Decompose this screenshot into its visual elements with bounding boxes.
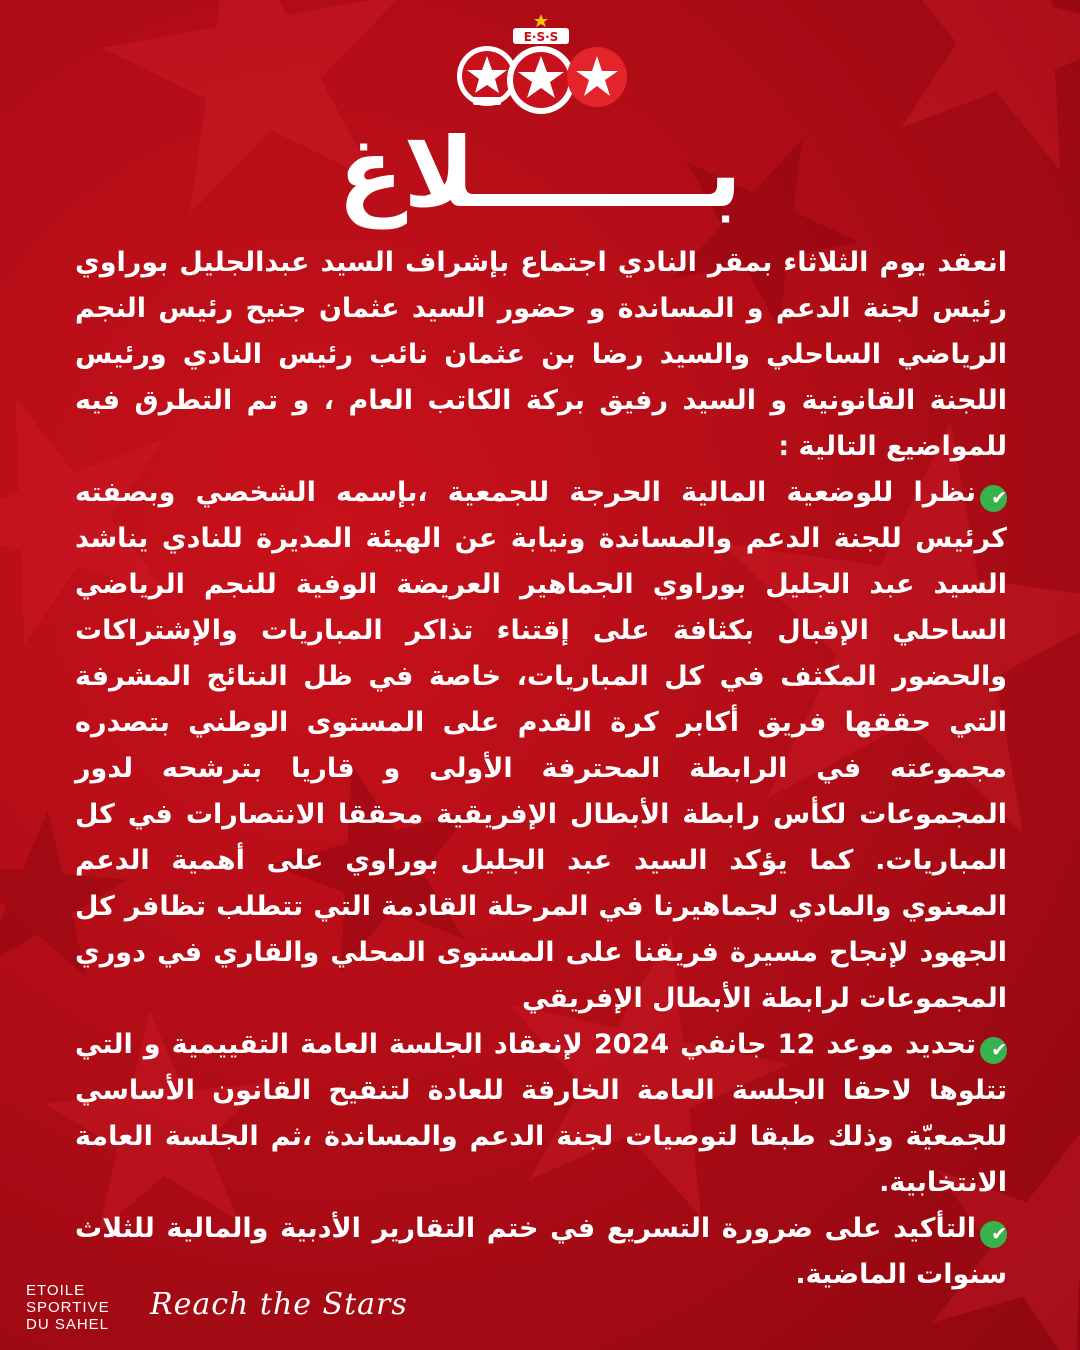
logo-group <box>0 8 1080 118</box>
statement-point-text: التأكيد على ضرورة التسريع في ختم التقارير الأدبية والمالية للثلاث سنوات الماضية. <box>75 1213 1007 1290</box>
ess-star-badge-icon <box>566 46 628 108</box>
statement-point <box>75 1022 1007 1206</box>
slogan: Reach the Stars <box>150 1287 408 1322</box>
statement-point-text: نظرا للوضعية المالية الحرجة للجمعية ،بإسمه الشخصي وبصفته كرئيس للجنة الدعم والمساندة ونيابة عن الهيئة المديرة للنادي يناشد السيد عبد الجليل بوراوي الجماهير العريضة الوفية للنجم الرياضي الساحلي الإقبال بكثافة على إقتناء تذاكر المباريات والإشتراكات والحضور المكثف في كل المباريات، خاصة في ظل النتائج المشرفة التي حققها فريق أكابر كرة القدم على المستوى الوطني بتصدره مجموعته في الرابطة المحترفة الأولى و قاريا بترشحه لدور المجموعات لكأس رابطة الأبطال الإفريقية محققا الانتصارات في كل المباريات. كما يؤكد السيد عبد الجليل بوراوي على أهمية الدعم المعنوي والمادي لجماهيرنا في المرحلة القادمة التي تتطلب تظافر كل الجهود لإنجاح مسيرة فريقنا على المستوى المحلي والقاري في دوري المجموعات لرابطة الأبطال الإفريقي <box>75 477 1007 1014</box>
page-title: بـــــــلاغ <box>337 117 743 229</box>
statement-body <box>75 240 1007 1298</box>
statement-intro: انعقد يوم الثلاثاء بمقر النادي اجتماع بإشراف السيد عبدالجليل بوراوي رئيس لجنة الدعم و المساندة و حضور السيد عثمان جنيح رئيس النجم الرياضي الساحلي والسيد رضا بن عثمان نائب رئيس النادي ورئيس اللجنة القانونية و السيد رفيق بركة الكاتب العام ، و تم التطرق فيه للمواضيع التالية : <box>75 247 1007 462</box>
brand-wordmark <box>26 1282 110 1333</box>
brand-line: ETOILE <box>26 1282 86 1299</box>
brand-line: SPORTIVE <box>26 1299 110 1316</box>
brand-line: DU SAHEL <box>26 1316 110 1333</box>
check-icon: ✔ <box>980 1037 1007 1064</box>
statement-point-text: تحديد موعد 12 جانفي 2024 لإنعقاد الجلسة العامة التقييمية و التي تتلوها لاحقا الجلسة العامة الخارقة للعادة لتنقيح القانون الأساسي للجمعيّة وذلك طبقا لتوصيات لجنة الدعم والمساندة ،ثم الجلسة العامة الانتخابية. <box>75 1029 1007 1198</box>
crest-text: E·S·S <box>523 30 559 44</box>
statement-point <box>75 1206 1007 1298</box>
statement-point <box>75 470 1007 1022</box>
check-icon: ✔ <box>980 485 1007 512</box>
check-icon: ✔ <box>980 1221 1007 1248</box>
